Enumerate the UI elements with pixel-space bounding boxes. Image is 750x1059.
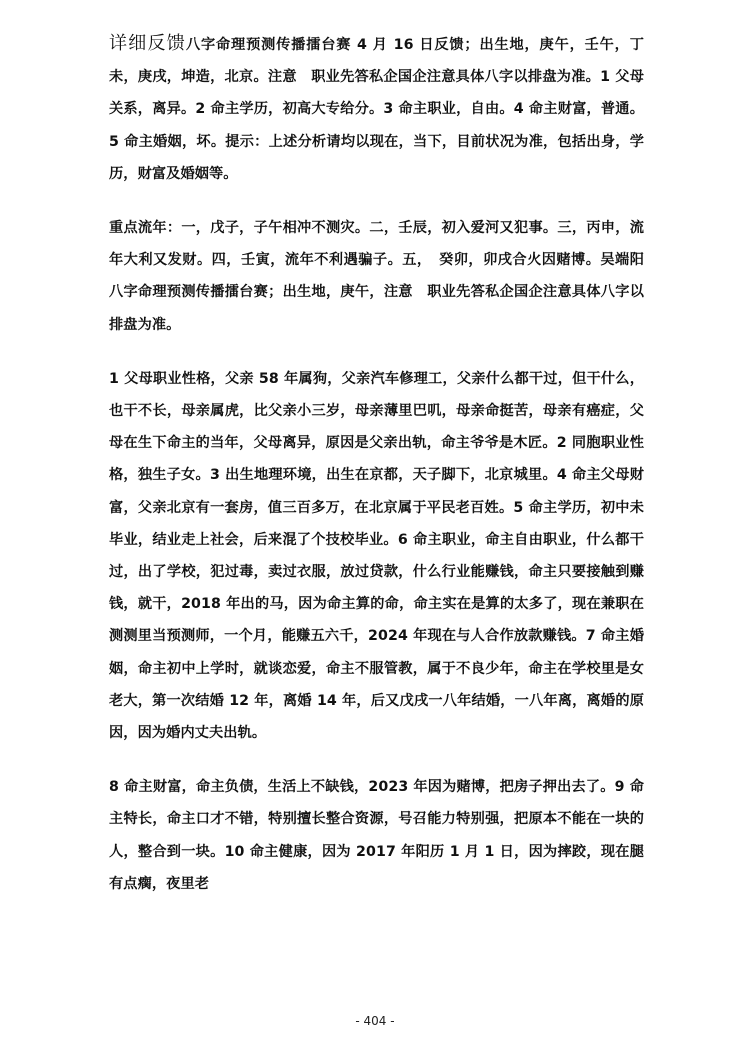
paragraph-intro bbox=[109, 28, 644, 190]
paragraph-details-continued: 8 命主财富，命主负债，生活上不缺钱，2023 年因为赌博，把房子押出去了。9 命主特长，命主口才不错，特别擅长整合资源，号召能力特别强，把原本不能在一块的人，整合到一块。10 命主健康，因为 2017 年阳历 1 月 1 日，因为摔跤，现在腿有点瘸，夜里老 bbox=[109, 779, 644, 892]
paragraph-key-years: 重点流年：一，戊子，子午相冲不测灾。二，壬辰，初入爱河又犯事。三，丙申，流年大利又发财。四，壬寅，流年不利遇骗子。五， 癸卯，卯戌合火因赌博。吴端阳八字命理预测传播擂台赛；出生地，庚午，注意 职业先答私企国企注意具体八字以排盘为准。 bbox=[109, 220, 644, 333]
document-heading: 详细反馈 bbox=[109, 33, 186, 54]
document-body bbox=[109, 28, 644, 922]
paragraph-details: 1 父母职业性格，父亲 58 年属狗，父亲汽车修理工，父亲什么都干过，但干什么，也干不长，母亲属虎，比父亲小三岁，母亲薄里巴叽，母亲命挺苦，母亲有癌症，父母在生下命主的当年，父母离异，原因是父亲出轨，命主爷爷是木匠。2 同胞职业性格，独生子女。3 出生地理环境，出生在京都，天子脚下，北京城里。4 命主父母财富，父亲北京有一套房，值三百多万，在北京属于平民老百姓。5 命主学历，初中未毕业，结业走上社会，后来混了个技校毕业。6 命主职业，命主自由职业，什么都干过，出了学校，犯过毒，卖过衣服，放过贷款，什么行业能赚钱，命主只要接触到赚钱，就干，2018 年出的马，因为命主算的命，命主实在是算的太多了，现在兼职在测测里当预测师，一个月，能赚五六千，2024 年现在与人合作放款赚钱。7 命主婚姻，命主初中上学时，就谈恋爱，命主不服管教，属于不良少年，命主在学校里是女老大，第一次结婚 12 年，离婚 14 年，后又戊戌一八年结婚，一八年离，离婚的原因，因为婚内丈夫出轨。 bbox=[109, 370, 644, 742]
paragraph-intro-text: 八字命理预测传播擂台赛 4 月 16 日反馈；出生地，庚午，壬午，丁未，庚戌，坤造，北京。注意 职业先答私企国企注意具体八字以排盘为准。1 父母关系，离异。2 命主学历，初高大专给分。3 命主职业，自由。4 命主财富，普通。5 命主婚姻，坏。提示：上述分析请均以现在，当下，目前状况为准，包括出身，学历，财富及婚姻等。 bbox=[109, 37, 645, 182]
page-number: - 404 - bbox=[355, 1014, 395, 1028]
